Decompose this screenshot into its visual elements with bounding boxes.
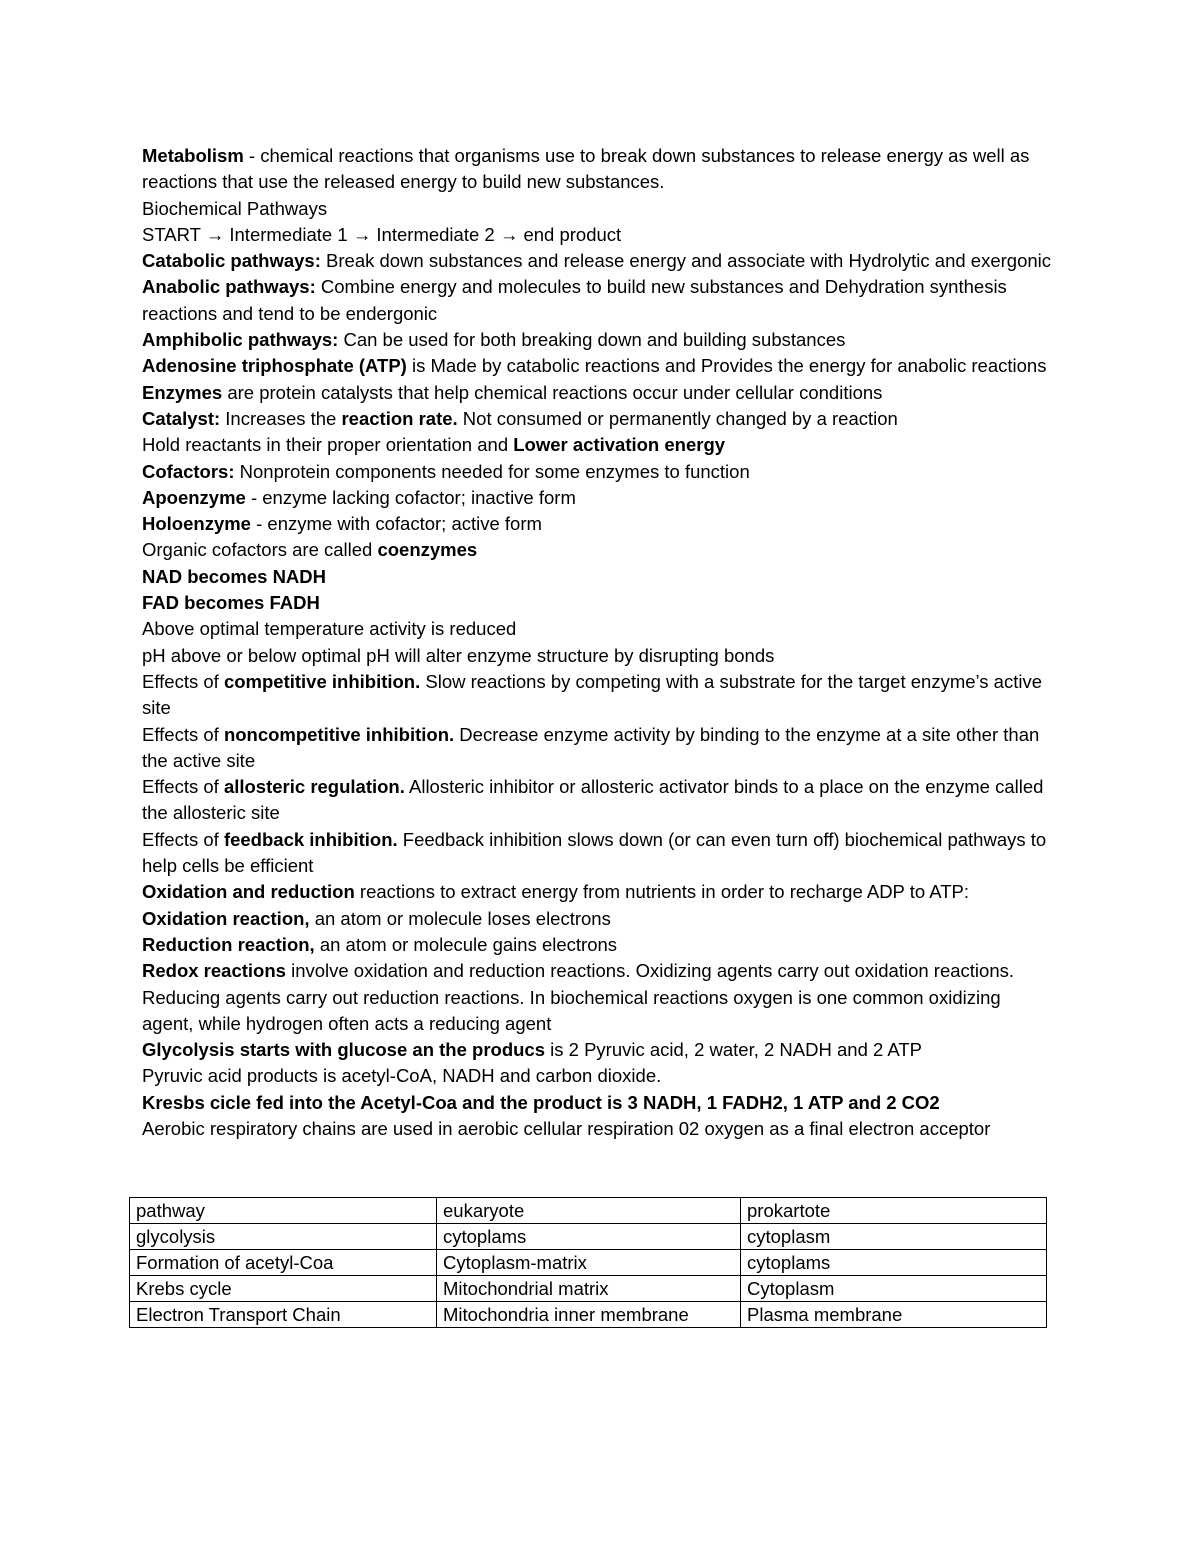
note-paragraph xyxy=(142,827,1057,880)
notes-body xyxy=(142,143,1057,1142)
note-text: Allosteric inhibitor or allosteric activator binds to a place on the enzyme called the allosteric site xyxy=(142,776,1044,824)
note-text: - enzyme with cofactor; active form xyxy=(250,513,542,535)
table-cell: Cytoplasm-matrix xyxy=(437,1250,741,1276)
note-text: Effects of xyxy=(142,670,224,692)
table-cell: prokartote xyxy=(741,1198,1047,1224)
bold-term: feedback inhibition. xyxy=(223,828,398,850)
note-text: is 2 Pyruvic acid, 2 water, 2 NADH and 2 ATP xyxy=(545,1039,923,1061)
table-cell: Mitochondrial matrix xyxy=(437,1276,741,1302)
note-text: involve oxidation and reduction reactions. Oxidizing agents carry out oxidation reactions. Reducing agents carry out reduction reactions. In biochemical reactions oxygen is one common oxidizing agent, while hydrogen often acts a reducing agent xyxy=(142,960,1015,1034)
bold-term: Oxidation reaction, xyxy=(142,907,310,929)
bold-term: reaction rate. xyxy=(341,407,458,429)
table-cell: Plasma membrane xyxy=(741,1302,1047,1328)
bold-term: Holoenzyme xyxy=(142,513,251,535)
note-paragraph xyxy=(142,196,1057,222)
bold-term: Lower activation energy xyxy=(513,434,726,456)
table-cell: cytoplasm xyxy=(741,1224,1047,1250)
note-paragraph xyxy=(142,590,1057,616)
bold-term: Reduction reaction, xyxy=(142,933,315,955)
note-text: Break down substances and release energy and associate with Hydrolytic and exergonic xyxy=(320,250,1052,272)
note-text: an atom or molecule loses electrons xyxy=(309,907,611,929)
table-row xyxy=(130,1198,1047,1224)
bold-term: NAD becomes NADH xyxy=(142,565,327,587)
note-text: Can be used for both breaking down and building substances xyxy=(338,329,846,351)
pathway-location-table xyxy=(129,1197,1047,1328)
table-cell: cytoplams xyxy=(741,1250,1047,1276)
note-paragraph xyxy=(142,932,1057,958)
bold-term: coenzymes xyxy=(377,539,478,561)
bold-term: Catabolic pathways: xyxy=(142,250,321,272)
note-paragraph xyxy=(142,1090,1057,1116)
note-text: Pyruvic acid products is acetyl-CoA, NADH and carbon dioxide. xyxy=(142,1065,662,1087)
bold-term: Enzymes xyxy=(142,381,223,403)
note-paragraph xyxy=(142,1116,1057,1142)
note-paragraph xyxy=(142,353,1057,379)
bold-term: Oxidation and reduction xyxy=(142,881,355,903)
note-text: - enzyme lacking cofactor; inactive form xyxy=(245,486,576,508)
bold-term: competitive inhibition. xyxy=(223,670,421,692)
note-text: Above optimal temperature activity is reduced xyxy=(142,618,517,640)
note-paragraph xyxy=(142,485,1057,511)
note-paragraph xyxy=(142,406,1057,432)
note-paragraph xyxy=(142,1037,1057,1063)
bold-term: Catalyst: xyxy=(142,407,221,429)
note-paragraph xyxy=(142,274,1057,327)
note-text: - chemical reactions that organisms use to break down substances to release energy as well as reactions that use the released energy to build new substances. xyxy=(142,145,1030,193)
table-cell: Krebs cycle xyxy=(130,1276,437,1302)
note-text: is Made by catabolic reactions and Provides the energy for anabolic reactions xyxy=(406,355,1047,377)
note-paragraph xyxy=(142,643,1057,669)
table-cell: Cytoplasm xyxy=(741,1276,1047,1302)
note-paragraph xyxy=(142,380,1057,406)
note-paragraph xyxy=(142,222,1057,248)
note-paragraph xyxy=(142,537,1057,563)
note-text: Combine energy and molecules to build new substances and Dehydration synthesis reactions and tend to be endergonic xyxy=(142,276,1007,324)
note-paragraph xyxy=(142,1063,1057,1089)
bold-term: Amphibolic pathways: xyxy=(142,329,339,351)
bold-term: Cofactors: xyxy=(142,460,235,482)
table-cell: Electron Transport Chain xyxy=(130,1302,437,1328)
note-text: Feedback inhibition slows down (or can even turn off) biochemical pathways to help cells be efficient xyxy=(142,828,1047,877)
table-cell: cytoplams xyxy=(437,1224,741,1250)
table-cell: eukaryote xyxy=(437,1198,741,1224)
note-text: Effects of xyxy=(142,723,224,745)
table-row xyxy=(130,1302,1047,1328)
note-paragraph xyxy=(142,669,1057,722)
note-text: are protein catalysts that help chemical reactions occur under cellular conditions xyxy=(222,381,883,403)
note-text: pH above or below optimal pH will alter enzyme structure by disrupting bonds xyxy=(142,644,775,666)
bold-term: Anabolic pathways: xyxy=(142,276,316,298)
note-paragraph xyxy=(142,958,1057,1037)
bold-term: Apoenzyme xyxy=(142,486,246,508)
table-row xyxy=(130,1224,1047,1250)
note-text: Biochemical Pathways xyxy=(142,197,328,219)
note-paragraph xyxy=(142,616,1057,642)
note-paragraph xyxy=(142,879,1057,905)
note-paragraph xyxy=(142,564,1057,590)
bold-term: Glycolysis starts with glucose an the producs xyxy=(142,1039,545,1061)
note-paragraph xyxy=(142,906,1057,932)
bold-term: Redox reactions xyxy=(142,960,286,982)
note-text: Aerobic respiratory chains are used in aerobic cellular respiration 02 oxygen as a final electron acceptor xyxy=(142,1117,991,1139)
note-paragraph xyxy=(142,511,1057,537)
note-text: Hold reactants in their proper orientation and xyxy=(142,434,514,456)
note-text: Nonprotein components needed for some enzymes to function xyxy=(234,460,750,482)
bold-term: Adenosine triphosphate (ATP) xyxy=(142,355,407,377)
note-text: Not consumed or permanently changed by a reaction xyxy=(457,407,898,429)
bold-term: Kresbs cicle fed into the Acetyl-Coa and the product is 3 NADH, 1 FADH2, 1 ATP and 2 CO2 xyxy=(142,1091,940,1113)
table-row xyxy=(130,1250,1047,1276)
table-cell: Formation of acetyl-Coa xyxy=(130,1250,437,1276)
bold-term: FAD becomes FADH xyxy=(142,592,320,614)
note-paragraph xyxy=(142,459,1057,485)
note-text: Decrease enzyme activity by binding to the enzyme at a site other than the active site xyxy=(142,723,1040,771)
note-text: Effects of xyxy=(142,828,224,850)
note-paragraph xyxy=(142,143,1057,196)
note-text: an atom or molecule gains electrons xyxy=(314,933,618,955)
table-cell: pathway xyxy=(130,1198,437,1224)
note-text: Effects of xyxy=(142,776,224,798)
table-row xyxy=(130,1276,1047,1302)
note-text: Organic cofactors are called xyxy=(142,539,378,561)
table-cell: Mitochondria inner membrane xyxy=(437,1302,741,1328)
note-text: reactions to extract energy from nutrients in order to recharge ADP to ATP: xyxy=(354,881,969,903)
bold-term: noncompetitive inhibition. xyxy=(223,723,455,745)
note-text: Slow reactions by competing with a substrate for the target enzyme’s active site xyxy=(142,670,1043,719)
table-cell: glycolysis xyxy=(130,1224,437,1250)
note-text: START → Intermediate 1 → Intermediate 2 → end product xyxy=(142,223,622,245)
note-paragraph xyxy=(142,248,1057,274)
bold-term: allosteric regulation. xyxy=(223,776,405,798)
note-paragraph xyxy=(142,722,1057,775)
bold-term: Metabolism xyxy=(142,145,244,166)
note-paragraph xyxy=(142,432,1057,458)
note-paragraph xyxy=(142,774,1057,827)
note-paragraph xyxy=(142,327,1057,353)
note-text: Increases the xyxy=(220,407,342,429)
